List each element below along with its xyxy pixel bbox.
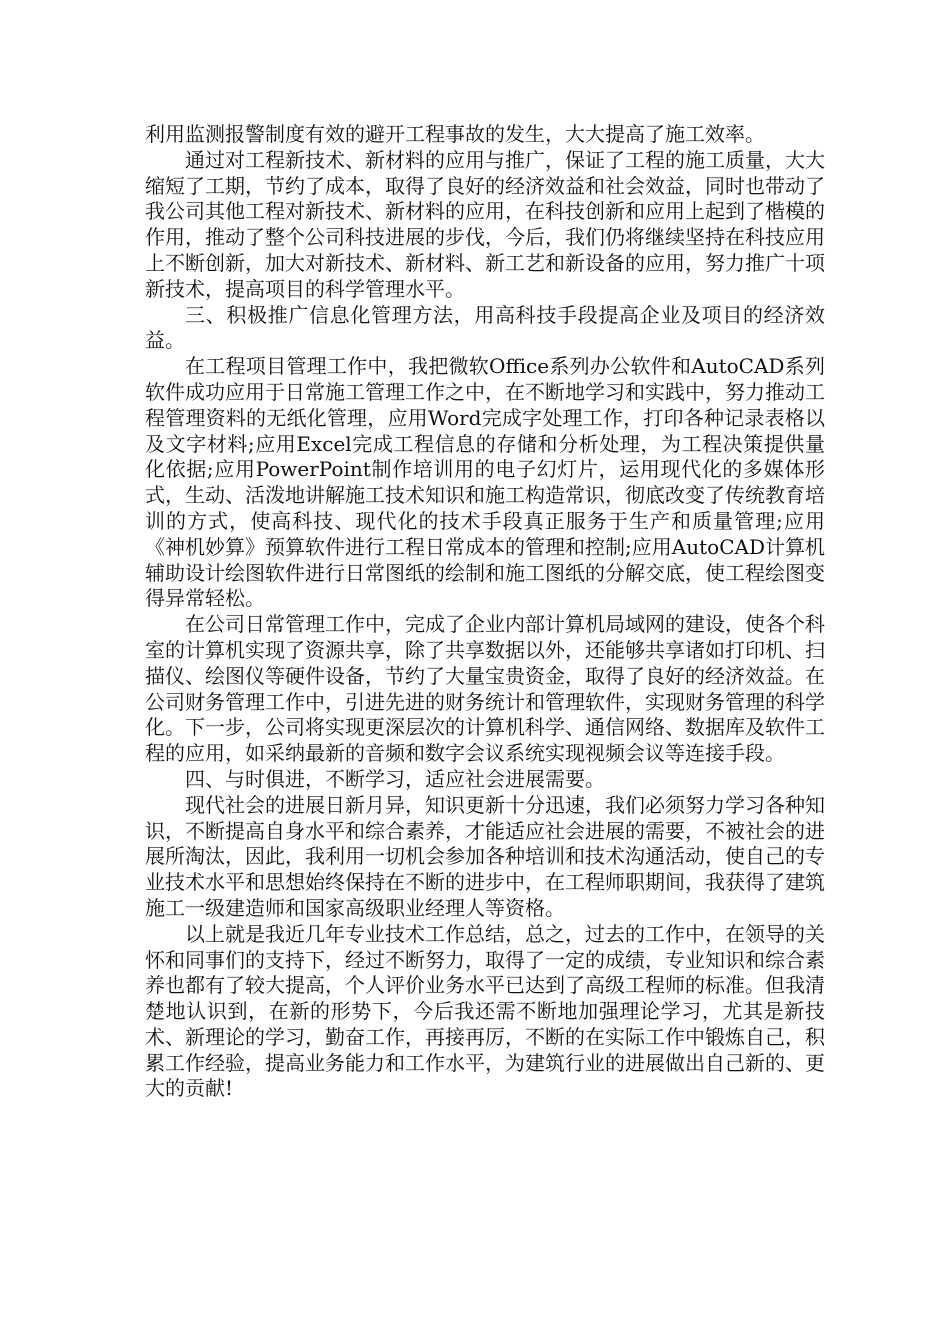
paragraph-new-tech: 通过对工程新技术、新材料的应用与推广，保证了工程的施工质量，大大缩短了工期，节约了成本，取得了良好的经济效益和社会效益，同时也带动了我公司其他工程对新技术、新材料的应用，在科技创新和应用上起到了楷模的作用，推动了整个公司科技进展的步伐，今后，我们仍将继续坚持在科技应用上不断创新，加大对新技术、新材料、新工艺和新设备的应用，努力推广十项新技术，提高项目的科学管理水平。 (145, 147, 825, 301)
paragraph-company-network: 在公司日常管理工作中，完成了企业内部计算机局域网的建设，使各个科室的计算机实现了资源共享，除了共享数据以外，还能够共享诸如打印机、扫描仪、绘图仪等硬件设备，节约了大量宝贵资金，取得了良好的经济效益。在公司财务管理工作中，引进先进的财务统计和管理软件，实现财务管理的科学化。下一步，公司将实现更深层次的计算机科学、通信网络、数据库及软件工程的应用，如采纳最新的音频和数字会议系统实现视频会议等连接手段。 (145, 612, 825, 766)
section-heading-4: 四、与时俱进，不断学习，适应社会进展需要。 (185, 766, 605, 791)
paragraph-office-software: 在工程项目管理工作中，我把微软Office系列办公软件和AutoCAD系列软件成功应用于日常施工管理工作之中，在不断地学习和实践中，努力推动工程管理资料的无纸化管理，应用Word完成字处理工作，打印各种记录表格以及文字材料;应用Excel完成工程信息的存储和分析处理，为工程决策提供量化依据;应用PowerPoint制作培训用的电子幻灯片，运用现代化的多媒体形式，生动、活泼地讲解施工技术知识和施工构造常识，彻底改变了传统教育培训的方式，使高科技、现代化的技术手段真正服务于生产和质量管理;应用《神机妙算》预算软件进行工程日常成本的管理和控制;应用AutoCAD计算机辅助设计绘图软件进行日常图纸的绘制和施工图纸的分解交底，使工程绘图变得异常轻松。 (145, 354, 825, 611)
paragraph-continuous-learning: 现代社会的进展日新月异，知识更新十分迅速，我们必须努力学习各种知识，不断提高自身水平和综合素养，才能适应社会进展的需要，不被社会的进展所淘汰，因此，我利用一切机会参加各种培训和技术沟通活动，使自己的专业技术水平和思想始终保持在不断的进步中，在工程师职期间，我获得了建筑施工一级建造师和国家高级职业经理人等资格。 (145, 792, 825, 920)
paragraph-conclusion: 以上就是我近几年专业技术工作总结，总之，过去的工作中，在领导的关怀和同事们的支持下，经过不断努力，取得了一定的成绩，专业知识和综合素养也都有了较大提高，个人评价业务水平已达到了高级工程师的标准。但我清楚地认识到，在新的形势下，今后我还需不断地加强理论学习，尤其是新技术、新理论的学习，勤奋工作，再接再厉，不断的在实际工作中锻炼自己，积累工作经验，提高业务能力和工作水平，为建筑行业的进展做出自己新的、更大的贡献! (145, 921, 825, 1101)
section-heading-3: 三、积极推广信息化管理方法，用高科技手段提高企业及项目的经济效益。 (145, 302, 825, 353)
paragraph-continuation: 利用监测报警制度有效的避开工程事故的发生，大大提高了施工效率。 (145, 122, 765, 146)
document-body (145, 122, 825, 1102)
